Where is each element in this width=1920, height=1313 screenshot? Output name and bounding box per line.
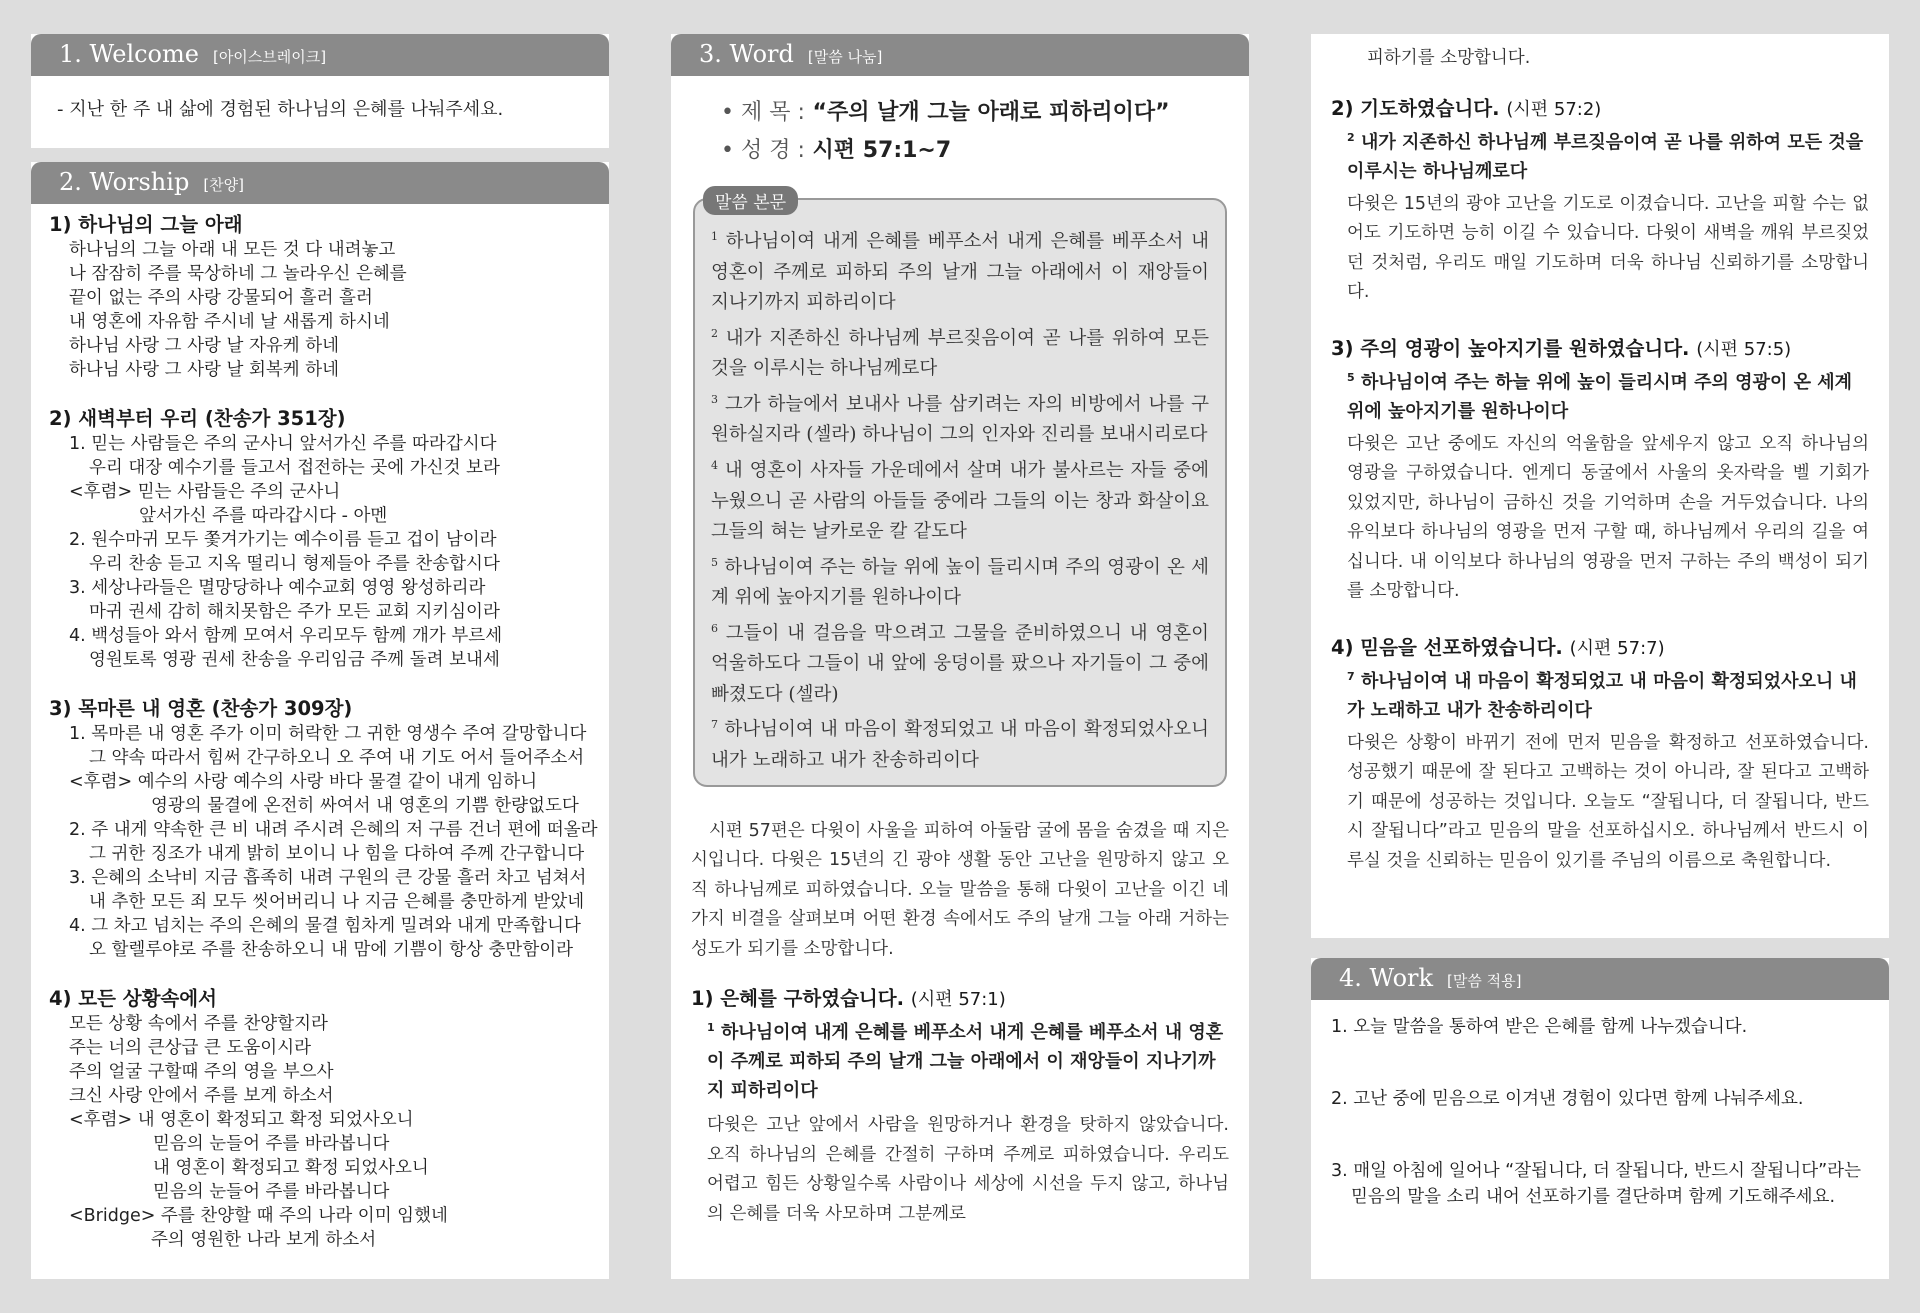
welcome-body	[31, 76, 609, 148]
lyric-line: 우리 찬송 듣고 지옥 떨리니 형제들아 주를 찬송합시다	[89, 554, 500, 574]
column-word	[671, 34, 1249, 1279]
lyric-line: 믿음의 눈들어 주를 바라봅니다	[153, 1182, 390, 1202]
lyric-line: 2. 원수마귀 모두 쫓겨가기는 예수이름 듣고 겁이 남이라	[69, 530, 497, 550]
point-verse: $^2$ 내가 지존하신 하나님께 부르짖음이여 곧 나를 위하여 모든 것을 이루시는 하나님께로다	[1347, 130, 1864, 182]
lyric-line: 하나님의 그늘 아래 내 모든 것 다 내려놓고	[69, 240, 396, 260]
point-title: 1) 은혜를 구하였습니다. (시편 57:1)	[691, 987, 1006, 1011]
lyric-line: 모든 상황 속에서 주를 찬양할지라	[69, 1014, 328, 1034]
point-verse: $^7$ 하나님이여 내 마음이 확정되었고 내 마음이 확정되었사오니 내가 노래하고 내가 찬송하리이다	[1347, 669, 1857, 721]
subject-text: “주의 날개 그늘 아래로 피하리이다”	[812, 100, 1170, 125]
point-title: 2) 기도하였습니다. (시편 57:2)	[1331, 96, 1602, 120]
song-title: 4) 모든 상황속에서	[49, 987, 217, 1010]
song-lyrics	[69, 238, 609, 382]
section-gap	[31, 148, 609, 162]
lyric-line: 영원토록 영광 권세 찬송을 우리임금 주께 돌려 보내세	[89, 650, 500, 670]
lyric-line: 오 할렐루야로 주를 찬송하오니 내 맘에 기쁨이 항상 충만함이라	[89, 940, 574, 960]
lyric-line: 영광의 물결에 온전히 싸여서 내 영혼의 기쁨 한량없도다	[151, 796, 579, 816]
lyric-line: 마귀 권세 감히 해치못함은 주가 모든 교회 지키심이라	[89, 602, 500, 622]
lyric-line: 나 잠잠히 주를 묵상하네 그 놀라우신 은혜를	[69, 264, 407, 284]
sermon-body	[671, 787, 1249, 1230]
point-body: 다윗은 고난 앞에서 사람을 원망하거나 환경을 탓하지 않았습니다. 오직 하나님의 은혜를 간절히 구하며 주께로 피하였습니다. 우리도 어렵고 힘든 상황일수록 사람이나 세상에 시선을 두지 않고, 하나님의 은혜를 더욱 사모하며 그분께로	[707, 1115, 1229, 1224]
verse: $^6$ 그들이 내 걸음을 막으려고 그물을 준비하였으니 내 영혼이 억울하도다 그들이 내 앞에 웅덩이를 팠으나 자기들이 그 중에 빠졌도다 (셀라)	[711, 621, 1209, 705]
lyric-line: 그 약속 따라서 힘써 간구하오니 오 주여 내 기도 어서 들어주소서	[89, 748, 585, 768]
verse: $^2$ 내가 지존하신 하나님께 부르짖음이여 곧 나를 위하여 모든 것을 이루시는 하나님께로다	[711, 326, 1209, 380]
worship-body	[31, 204, 609, 1252]
lyric-line: 4. 그 차고 넘치는 주의 은혜의 물결 힘차게 밀려와 내게 만족합니다	[69, 916, 581, 936]
lyric-line: 크신 사랑 안에서 주를 보게 하소서	[69, 1086, 334, 1106]
column-welcome-worship	[31, 34, 609, 1279]
lyric-line: 하나님 사랑 그 사랑 날 회복케 하네	[69, 360, 340, 380]
lyric-line: 주의 얼굴 구할때 주의 영을 부으사	[69, 1062, 334, 1082]
subject-label: • 제 목 :	[721, 100, 805, 125]
sermon-info	[671, 76, 1249, 170]
word-subtitle: [말씀 나눔]	[807, 48, 883, 66]
point-body: 다윗은 15년의 광야 고난을 기도로 이겼습니다. 고난을 피할 수는 없어도 기도하면 능히 이길 수 있습니다. 다윗이 새벽을 깨워 부르짖었던 것처럼, 우리도 매일 기도하며 더욱 하나님 신뢰하기를 소망합니다.	[1347, 193, 1869, 302]
word-title: 3. Word	[699, 40, 794, 68]
song-lyrics	[69, 722, 609, 962]
work-list	[1311, 1000, 1889, 1210]
lyric-line: 1. 목마른 내 영혼 주가 이미 허락한 그 귀한 영생수 주여 갈망합니다	[69, 724, 587, 744]
work-item: 2. 고난 중에 믿음으로 이겨낸 경험이 있다면 함께 나눠주세요.	[1331, 1089, 1804, 1109]
song-title: 3) 목마른 내 영혼 (찬송가 309장)	[49, 697, 353, 720]
scripture-badge: 말씀 본문	[703, 186, 798, 215]
scripture-label: • 성 경 :	[721, 138, 805, 163]
point-body: 다윗은 고난 중에도 자신의 억울함을 앞세우지 않고 오직 하나님의 영광을 구하였습니다. 엔게디 동굴에서 사울의 옷자락을 벨 기회가 있었지만, 하나님이 금하신 것을 기억하며 손을 거두었습니다. 나의 유익보다 하나님의 영광을 먼저 구할 때, 하나님께서 우리의 길을 여십니다. 내 이익보다 하나님의 영광을 먼저 구하는 주의 백성이 되기를 소망합니다.	[1347, 433, 1869, 601]
lyric-line: 앞서가신 주를 따라갑시다 - 아멘	[139, 506, 388, 526]
welcome-header	[31, 34, 609, 76]
verse: $^4$ 내 영혼이 사자들 가운데에서 살며 내가 불사르는 자들 중에 누웠으니 곧 사람의 아들들 중에라 그들의 이는 창과 화살이요 그들의 혀는 날카로운 칼 같도다	[711, 458, 1209, 543]
column-work	[1311, 958, 1889, 1279]
lyric-line: 3. 은혜의 소낙비 지금 흡족히 내려 구원의 큰 강물 흘러 차고 넘쳐서	[69, 868, 587, 888]
point-body: 다윗은 상황이 바뀌기 전에 먼저 믿음을 확정하고 선포하였습니다. 성공했기 때문에 잘 된다고 고백하는 것이 아니라, 잘 된다고 고백하기 때문에 성공하는 것입니다. 오늘도 “잘됩니다, 더 잘됩니다, 반드시 잘됩니다”라고 믿음의 말을 선포하십시오. 하나님께서 반드시 이루실 것을 신뢰하는 믿음이 있기를 주님의 이름으로 축원합니다.	[1347, 732, 1869, 871]
verse: $^5$ 하나님이여 주는 하늘 위에 높이 들리시며 주의 영광이 온 세계 위에 높아지기를 원하나이다	[711, 555, 1209, 609]
lyric-line: 4. 백성들아 와서 함께 모여서 우리모두 함께 개가 부르세	[69, 626, 503, 646]
welcome-title: 1. Welcome	[59, 40, 199, 68]
scripture-box	[693, 193, 1227, 787]
sermon-continued	[1311, 34, 1889, 876]
lyric-line: 내 추한 모든 죄 모두 씻어버리니 나 지금 은혜를 충만하게 받았네	[89, 892, 585, 912]
song-title: 2) 새벽부터 우리 (찬송가 351장)	[49, 407, 346, 430]
lyric-line: 끝이 없는 주의 사랑 강물되어 흘러 흘러	[69, 288, 373, 308]
work-title: 4. Work	[1339, 964, 1434, 992]
word-header	[671, 34, 1249, 76]
song-lyrics	[69, 432, 609, 672]
verse: $^1$ 하나님이여 내게 은혜를 베푸소서 내게 은혜를 베푸소서 내 영혼이 주께로 피하되 주의 날개 그늘 아래에서 이 재앙들이 지나기까지 피하리이다	[711, 230, 1209, 314]
work-subtitle: [말씀 적용]	[1447, 972, 1522, 990]
point-verse: $^1$ 하나님이여 내게 은혜를 베푸소서 내게 은혜를 베푸소서 내 영혼이 주께로 피하되 주의 날개 그늘 아래에서 이 재앙들이 지나기까지 피하리이다	[707, 1021, 1224, 1102]
worship-header	[31, 162, 609, 204]
verse: $^7$ 하나님이여 내 마음이 확정되었고 내 마음이 확정되었사오니 내가 노래하고 내가 찬송하리이다	[711, 718, 1210, 772]
point-verse: $^5$ 하나님이여 주는 하늘 위에 높이 들리시며 주의 영광이 온 세계 위에 높아지기를 원하나이다	[1347, 370, 1853, 422]
lyric-line: 믿음의 눈들어 주를 바라봅니다	[153, 1134, 390, 1154]
lyric-line: 주는 너의 큰상급 큰 도움이시라	[69, 1038, 312, 1058]
lyric-line: <Bridge> 주를 찬양할 때 주의 나라 이미 임했네	[69, 1206, 448, 1226]
continued-text: 피하기를 소망합니다.	[1367, 48, 1531, 68]
scripture-text: 시편 57:1~7	[812, 138, 952, 163]
work-item: 3. 매일 아침에 일어나 “잘됩니다, 더 잘됩니다, 반드시 잘됩니다”라는	[1331, 1161, 1861, 1181]
lyric-line: 하나님 사랑 그 사랑 날 자유케 하네	[69, 336, 340, 356]
sermon-intro: 시편 57편은 다윗이 사울을 피하여 아둘람 굴에 몸을 숨겼을 때 지은 시입니다. 다윗은 15년의 긴 광야 생활 동안 고난을 원망하지 않고 오직 하나님께로 피하였습니다. 오늘 말씀을 통해 다윗이 고난을 이긴 네 가지 비결을 살펴보며 어떤 환경 속에서도 주의 날개 그늘 아래 거하는 성도가 되기를 소망합니다.	[691, 820, 1229, 959]
lyric-line: 내 영혼에 자유함 주시네 날 새롭게 하시네	[69, 312, 390, 332]
lyric-line: 그 귀한 징조가 내게 밝히 보이니 나 힘을 다하여 주께 간구합니다	[89, 844, 585, 864]
lyric-line: <후렴> 내 영혼이 확정되고 확정 되었사오니	[69, 1110, 414, 1130]
work-header	[1311, 958, 1889, 1000]
lyric-line: 3. 세상나라들은 멸망당하나 예수교회 영영 왕성하리라	[69, 578, 486, 598]
worship-subtitle: [찬양]	[203, 176, 244, 194]
worship-title: 2. Worship	[59, 168, 190, 196]
lyric-line: <후렴> 예수의 사랑 예수의 사랑 바다 물결 같이 내게 임하니	[69, 772, 538, 792]
lyric-line: 2. 주 내게 약속한 큰 비 내려 주시려 은혜의 저 구름 건너 편에 떠올라	[69, 820, 598, 840]
song-lyrics	[69, 1012, 609, 1252]
lyric-line: 1. 믿는 사람들은 주의 군사니 앞서가신 주를 따라갑시다	[69, 434, 497, 454]
welcome-subtitle: [아이스브레이크]	[212, 48, 327, 66]
song-title: 1) 하나님의 그늘 아래	[49, 213, 243, 236]
work-item: 1. 오늘 말씀을 통하여 받은 은혜를 함께 나누겠습니다.	[1331, 1017, 1748, 1037]
verse: $^3$ 그가 하늘에서 보내사 나를 삼키려는 자의 비방에서 나를 구원하실지라 (셀라) 하나님이 그의 인자와 진리를 보내시리로다	[711, 392, 1209, 446]
work-item: 믿음의 말을 소리 내어 선포하기를 결단하며 함께 기도해주세요.	[1351, 1187, 1836, 1207]
lyric-line: 우리 대장 예수기를 들고서 접전하는 곳에 가신것 보라	[89, 458, 500, 478]
sermon-subject	[721, 94, 1249, 132]
column-word-continued	[1311, 34, 1889, 938]
point-title: 3) 주의 영광이 높아지기를 원하였습니다. (시편 57:5)	[1331, 336, 1792, 360]
welcome-text: - 지난 한 주 내 삶에 경험된 하나님의 은혜를 나눠주세요.	[57, 99, 504, 120]
lyric-line: 내 영혼이 확정되고 확정 되었사오니	[153, 1158, 429, 1178]
sermon-scripture	[721, 132, 1249, 170]
lyric-line: <후렴> 믿는 사람들은 주의 군사니	[69, 482, 341, 502]
point-title: 4) 믿음을 선포하였습니다. (시편 57:7)	[1331, 635, 1665, 659]
lyric-line: 주의 영원한 나라 보게 하소서	[151, 1230, 377, 1250]
